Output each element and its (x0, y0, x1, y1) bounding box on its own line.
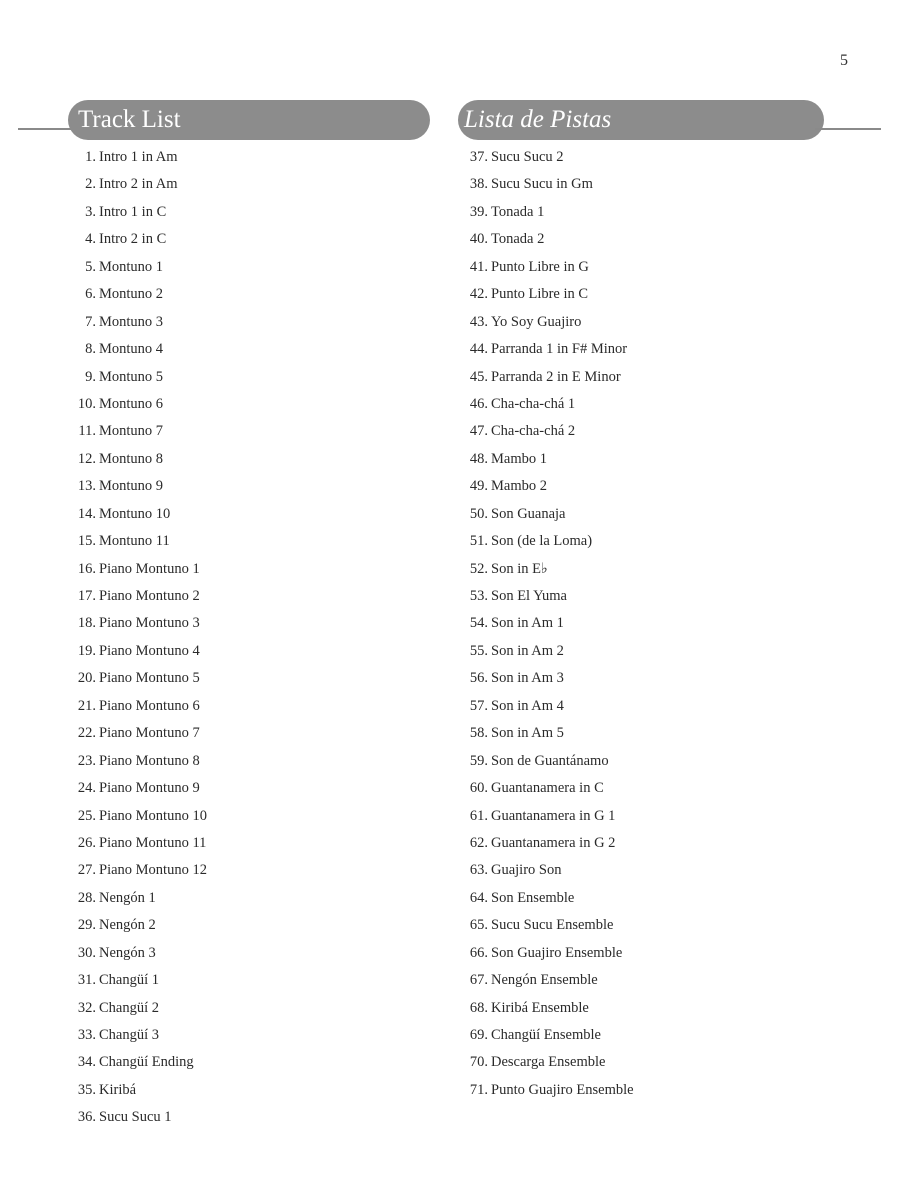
track-item (62, 775, 207, 802)
track-item (62, 171, 207, 198)
track-title: Son in Am 2 (491, 642, 564, 659)
track-number: 67. (469, 972, 488, 989)
track-item (458, 748, 634, 775)
track-item (458, 199, 634, 226)
track-title: Guantanamera in G 2 (491, 834, 616, 851)
track-title: Son in Am 5 (491, 725, 564, 742)
track-item (458, 830, 634, 857)
track-item (62, 940, 207, 967)
track-title: Montuno 9 (99, 478, 164, 495)
track-item (458, 1022, 634, 1049)
track-number: 54. (469, 615, 488, 632)
track-title: Changüí Ensemble (491, 1027, 601, 1043)
track-number: 28. (77, 889, 96, 906)
lista-de-pistas-title: Lista de Pistas (464, 106, 612, 133)
track-title: Kiribá Ensemble (491, 999, 589, 1016)
track-item (62, 144, 207, 171)
track-title: Guantanamera in C (491, 780, 604, 797)
track-number: 12. (77, 450, 96, 467)
track-number: 34. (77, 1054, 96, 1071)
track-item (62, 610, 207, 637)
track-title: Montuno 11 (99, 533, 170, 550)
track-list-right-column (458, 144, 634, 1104)
track-item (458, 912, 634, 939)
track-title: Piano Montuno 2 (99, 588, 200, 604)
track-item (458, 473, 634, 500)
track-title: Son in E♭ (491, 560, 548, 577)
track-title: Changüí 3 (99, 1027, 160, 1043)
track-number: 4. (85, 231, 96, 248)
track-number: 56. (469, 670, 488, 687)
track-number: 43. (469, 313, 488, 330)
track-title: Montuno 10 (99, 505, 171, 522)
track-item (458, 638, 634, 665)
track-title: Piano Montuno 7 (99, 725, 200, 742)
track-item (62, 1077, 207, 1104)
track-title: Changüí 1 (99, 972, 160, 989)
track-title: Nengón 1 (99, 889, 156, 906)
track-title: Montuno 2 (99, 286, 164, 303)
track-title: Montuno 1 (99, 258, 164, 275)
track-item (62, 1049, 207, 1076)
track-item (62, 473, 207, 500)
track-number: 21. (77, 697, 96, 714)
track-number: 30. (77, 944, 96, 961)
track-number: 57. (469, 697, 488, 714)
track-item (458, 967, 634, 994)
track-item (458, 364, 634, 391)
track-item (458, 940, 634, 967)
track-list-banner (68, 100, 430, 140)
track-number: 69. (469, 1027, 488, 1043)
track-item (62, 336, 207, 363)
track-number: 37. (469, 149, 488, 165)
track-list-left-column (62, 144, 207, 1132)
track-title: Nengón 3 (99, 944, 156, 961)
track-number: 38. (469, 176, 488, 193)
track-item (458, 720, 634, 747)
track-title: Montuno 8 (99, 450, 164, 467)
track-number: 48. (469, 450, 488, 467)
track-title: Piano Montuno 1 (99, 560, 200, 577)
track-title: Intro 1 in C (99, 203, 167, 220)
track-number: 20. (77, 670, 96, 687)
track-number: 62. (469, 834, 488, 851)
page-number: 5 (840, 52, 848, 69)
track-title: Intro 1 in Am (99, 149, 178, 165)
lista-de-pistas-banner (458, 100, 824, 140)
track-item (458, 1077, 634, 1104)
track-title: Son in Am 4 (491, 697, 564, 714)
track-number: 60. (469, 780, 488, 797)
track-title: Montuno 3 (99, 313, 164, 330)
track-number: 35. (77, 1081, 96, 1098)
track-title: Sucu Sucu Ensemble (491, 917, 614, 934)
track-title: Piano Montuno 9 (99, 780, 200, 797)
track-title: Montuno 4 (99, 341, 164, 358)
track-item (62, 1022, 207, 1049)
track-item (62, 364, 207, 391)
track-item (62, 556, 207, 583)
track-number: 31. (77, 972, 96, 989)
track-item (458, 1049, 634, 1076)
track-item (62, 281, 207, 308)
track-item (62, 418, 207, 445)
track-title: Changüí Ending (99, 1054, 194, 1071)
track-item (62, 857, 207, 884)
track-title: Nengón 2 (99, 917, 156, 934)
track-item (62, 995, 207, 1022)
track-title: Mambo 1 (491, 450, 547, 467)
track-number: 8. (85, 341, 96, 358)
track-number: 25. (77, 807, 96, 824)
track-item (458, 281, 634, 308)
track-item (62, 309, 207, 336)
track-item (458, 693, 634, 720)
track-item (458, 418, 634, 445)
track-item (458, 309, 634, 336)
track-number: 55. (469, 642, 488, 659)
track-item (62, 803, 207, 830)
track-number: 11. (78, 423, 96, 440)
track-item (62, 583, 207, 610)
track-number: 13. (77, 478, 96, 495)
track-title: Intro 2 in C (99, 231, 167, 248)
header-rule-right (815, 128, 881, 130)
track-number: 49. (469, 478, 488, 495)
track-item (458, 391, 634, 418)
track-list-title: Track List (78, 106, 181, 133)
track-number: 26. (77, 834, 96, 851)
track-title: Piano Montuno 6 (99, 697, 200, 714)
track-title: Punto Libre in G (491, 258, 589, 275)
track-number: 61. (469, 807, 488, 824)
track-item (458, 665, 634, 692)
track-title: Son Guanaja (491, 505, 566, 522)
track-item (62, 748, 207, 775)
track-number: 22. (77, 725, 96, 742)
track-number: 40. (469, 231, 488, 248)
track-number: 10. (77, 395, 96, 412)
track-number: 71. (469, 1081, 488, 1098)
track-title: Sucu Sucu 2 (491, 149, 564, 165)
track-number: 52. (469, 560, 488, 577)
track-number: 68. (469, 999, 488, 1016)
track-title: Montuno 5 (99, 368, 164, 385)
track-item (458, 885, 634, 912)
track-item (62, 912, 207, 939)
track-number: 42. (469, 286, 488, 303)
track-number: 65. (469, 917, 488, 934)
track-title: Yo Soy Guajiro (491, 313, 582, 330)
track-item (62, 665, 207, 692)
track-item (458, 336, 634, 363)
track-item (458, 775, 634, 802)
track-item (62, 226, 207, 253)
track-item (458, 254, 634, 281)
track-number: 36. (77, 1109, 96, 1126)
track-title: Piano Montuno 12 (99, 862, 207, 879)
track-title: Parranda 2 in E Minor (491, 368, 621, 385)
track-title: Son Guajiro Ensemble (491, 944, 623, 961)
track-item (62, 199, 207, 226)
track-number: 9. (85, 368, 96, 385)
track-item (458, 144, 634, 171)
track-title: Piano Montuno 8 (99, 752, 200, 769)
track-number: 7. (85, 313, 96, 330)
track-item (62, 967, 207, 994)
track-number: 53. (469, 588, 488, 604)
track-title: Cha-cha-chá 1 (491, 395, 576, 412)
track-number: 45. (469, 368, 488, 385)
track-item (458, 995, 634, 1022)
track-number: 59. (469, 752, 488, 769)
track-title: Parranda 1 in F# Minor (491, 341, 628, 358)
track-item (458, 857, 634, 884)
track-item (62, 638, 207, 665)
track-title: Son (de la Loma) (491, 533, 593, 550)
track-number: 64. (469, 889, 488, 906)
track-number: 24. (77, 780, 96, 797)
track-item (458, 610, 634, 637)
track-number: 29. (77, 917, 96, 934)
track-title: Piano Montuno 3 (99, 615, 200, 632)
track-title: Piano Montuno 4 (99, 642, 200, 659)
track-title: Son in Am 3 (491, 670, 564, 687)
track-number: 46. (469, 395, 488, 412)
track-title: Descarga Ensemble (491, 1054, 606, 1071)
track-number: 19. (77, 642, 96, 659)
track-title: Piano Montuno 5 (99, 670, 200, 687)
track-item (62, 446, 207, 473)
track-number: 17. (77, 588, 96, 604)
track-title: Cha-cha-chá 2 (491, 423, 576, 440)
track-title: Sucu Sucu in Gm (491, 176, 593, 193)
track-item (62, 720, 207, 747)
track-number: 2. (85, 176, 96, 193)
track-number: 39. (469, 203, 488, 220)
track-title: Intro 2 in Am (99, 176, 178, 193)
track-title: Guantanamera in G 1 (491, 807, 616, 824)
track-number: 5. (85, 258, 96, 275)
track-number: 51. (469, 533, 488, 550)
track-title: Punto Guajiro Ensemble (491, 1081, 634, 1098)
track-item (458, 171, 634, 198)
track-title: Changüí 2 (99, 999, 160, 1016)
track-number: 16. (77, 560, 96, 577)
track-number: 32. (77, 999, 96, 1016)
track-number: 66. (469, 944, 488, 961)
track-item (62, 254, 207, 281)
track-number: 1. (85, 149, 96, 165)
track-number: 27. (77, 862, 96, 879)
track-number: 70. (469, 1054, 488, 1071)
track-number: 50. (469, 505, 488, 522)
track-number: 58. (469, 725, 488, 742)
track-item (458, 583, 634, 610)
track-number: 18. (77, 615, 96, 632)
track-number: 63. (469, 862, 488, 879)
track-item (458, 501, 634, 528)
track-number: 33. (77, 1027, 96, 1043)
track-title: Son de Guantánamo (491, 752, 609, 769)
track-item (62, 693, 207, 720)
track-title: Mambo 2 (491, 478, 547, 495)
track-number: 6. (85, 286, 96, 303)
track-number: 15. (77, 533, 96, 550)
track-item (62, 528, 207, 555)
track-title: Sucu Sucu 1 (99, 1109, 172, 1126)
track-number: 44. (469, 341, 488, 358)
track-title: Montuno 6 (99, 395, 164, 412)
track-title: Montuno 7 (99, 423, 164, 440)
track-number: 47. (469, 423, 488, 440)
track-title: Kiribá (99, 1081, 137, 1098)
track-title: Son El Yuma (491, 588, 567, 604)
track-title: Son in Am 1 (491, 615, 564, 632)
track-number: 41. (469, 258, 488, 275)
track-item (62, 391, 207, 418)
track-item (458, 556, 634, 583)
track-title: Piano Montuno 11 (99, 834, 207, 851)
track-item (458, 803, 634, 830)
track-number: 14. (77, 505, 96, 522)
track-title: Guajiro Son (491, 862, 562, 879)
track-title: Son Ensemble (491, 889, 575, 906)
track-item (62, 501, 207, 528)
track-number: 23. (77, 752, 96, 769)
track-item (62, 1104, 207, 1131)
track-item (458, 446, 634, 473)
track-title: Tonada 2 (491, 231, 545, 248)
track-title: Punto Libre in C (491, 286, 589, 303)
track-item (62, 830, 207, 857)
track-item (458, 226, 634, 253)
track-title: Piano Montuno 10 (99, 807, 207, 824)
track-item (62, 885, 207, 912)
track-title: Tonada 1 (491, 203, 545, 220)
track-item (458, 528, 634, 555)
track-title: Nengón Ensemble (491, 972, 598, 989)
track-number: 3. (85, 203, 96, 220)
